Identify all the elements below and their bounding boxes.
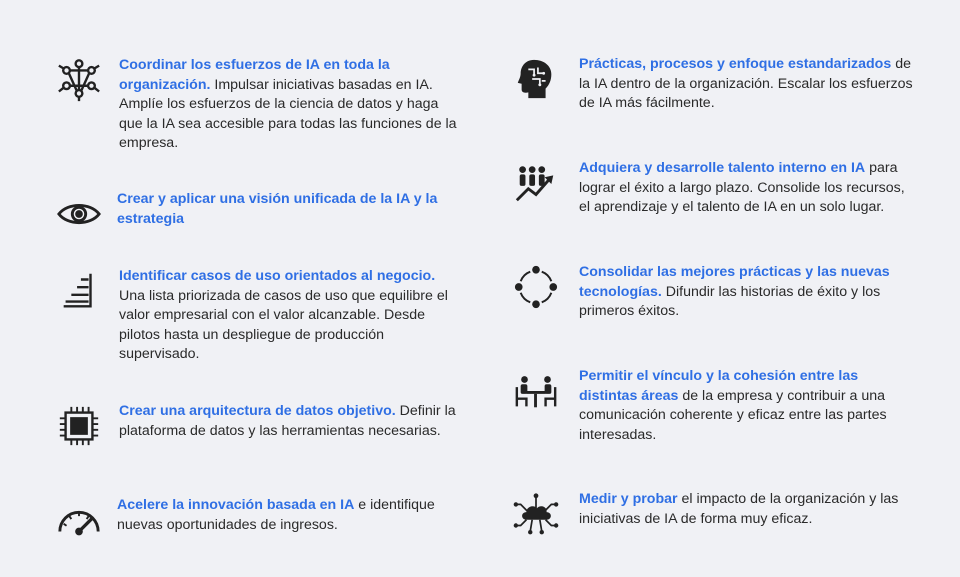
item-description: Una lista priorizada de casos de uso que equilibre el valor empresarial con el valor alcanzable. Desde pilotos hasta un despliegue de producción supervisado.	[119, 287, 448, 362]
item-highlight: Permitir el vínculo y la cohesión entre las distintas áreas	[579, 368, 859, 404]
item-cohesion-areas	[512, 367, 917, 445]
network-nodes-icon	[55, 56, 103, 104]
circle-dots-icon	[512, 263, 560, 311]
staircase-icon	[55, 267, 103, 315]
item-description: Impulsar iniciativas basadas en IA. Amplíe los esfuerzos de la ciencia de datos y haga que la IA sea accesible para todas las funciones de la empresa.	[119, 76, 457, 151]
item-description: de la empresa y contribuir a una comunicación coherente y eficaz entre las partes interesadas.	[579, 387, 887, 443]
eye-icon	[55, 190, 103, 238]
speedometer-icon	[55, 496, 103, 544]
item-text	[579, 490, 917, 529]
item-standardized-practices	[512, 55, 917, 114]
item-highlight: Prácticas, procesos y enfoque estandarizados	[579, 56, 892, 72]
item-text	[579, 55, 917, 114]
item-description: el impacto de la organización y las iniciativas de IA de forma muy eficaz.	[579, 491, 899, 527]
item-coordinate-ai-efforts	[55, 56, 460, 154]
cpu-chip-icon	[55, 402, 103, 450]
item-highlight: Medir y probar	[579, 491, 678, 507]
item-text	[579, 159, 917, 218]
item-highlight: Identificar casos de uso orientados al negocio.	[119, 268, 436, 284]
item-data-architecture	[55, 402, 460, 450]
item-highlight: Crear y aplicar una visión unificada de la IA y la estrategia	[117, 191, 438, 227]
item-best-practices	[512, 263, 917, 322]
item-business-use-cases	[55, 267, 460, 365]
item-highlight: Consolidar las mejores prácticas y las nuevas tecnologías.	[579, 264, 890, 300]
item-highlight: Crear una arquitectura de datos objetivo.	[119, 403, 396, 419]
cloud-network-icon	[512, 490, 560, 538]
item-description: Definir la plataforma de datos y las herramientas necesarias.	[119, 403, 456, 439]
brain-head-icon	[512, 55, 560, 103]
item-highlight: Acelere la innovación basada en IA	[117, 497, 355, 513]
item-description: de la IA dentro de la organización. Escalar los esfuerzos de IA más fácilmente.	[579, 56, 913, 111]
meeting-table-icon	[512, 367, 560, 415]
item-highlight: Adquiera y desarrolle talento interno en IA	[579, 160, 866, 176]
item-text	[119, 56, 460, 154]
item-text	[117, 190, 460, 229]
item-text	[579, 263, 917, 322]
item-description: Difundir las historias de éxito y los primeros éxitos.	[579, 283, 881, 319]
item-measure-test	[512, 490, 917, 538]
item-description: para lograr el éxito a largo plazo. Consolide los recursos, el aprendizaje y el talento de IA en un solo lugar.	[579, 160, 905, 215]
item-unified-vision	[55, 190, 460, 238]
item-develop-talent	[512, 159, 917, 218]
item-accelerate-innovation	[55, 496, 460, 544]
item-highlight: Coordinar los esfuerzos de IA en toda la organización.	[119, 57, 390, 93]
item-text	[119, 402, 460, 441]
team-growth-icon	[512, 159, 560, 207]
item-description: e identifique nuevas oportunidades de ingresos.	[117, 497, 435, 533]
item-text	[579, 367, 917, 445]
item-text	[119, 267, 460, 365]
item-text	[117, 496, 460, 535]
